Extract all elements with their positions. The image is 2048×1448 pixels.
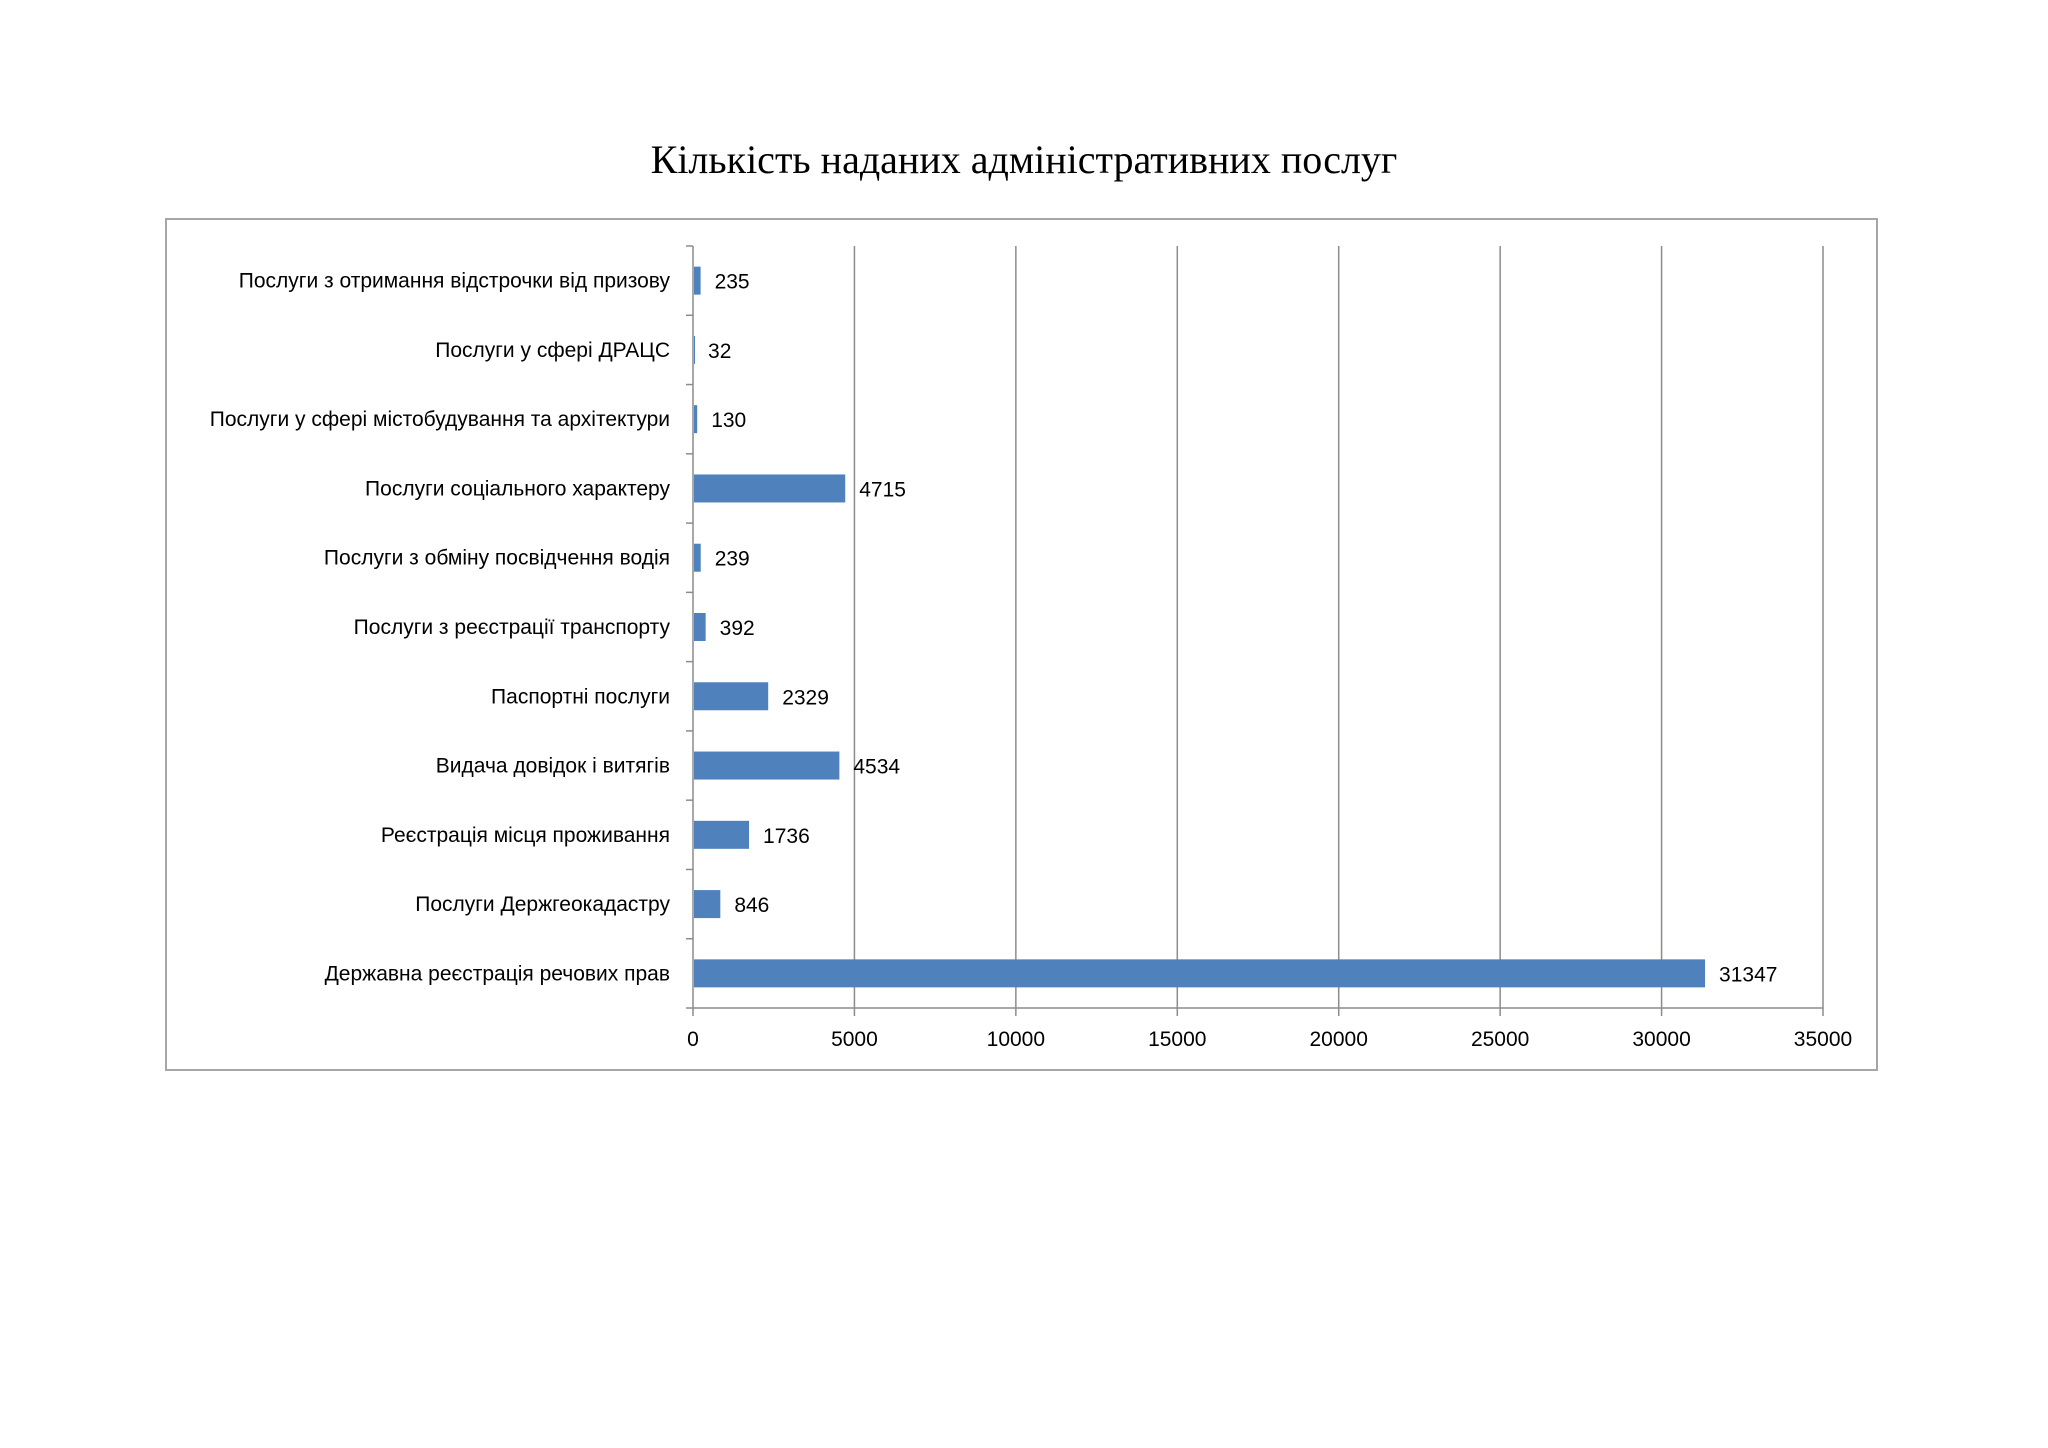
value-label: 392: [719, 617, 755, 640]
x-tick-label: 35000: [1793, 1028, 1853, 1051]
x-tick-label: 0: [687, 1028, 699, 1051]
bar: [694, 682, 768, 710]
labels: [210, 270, 1852, 1051]
bar: [694, 890, 720, 918]
category-label: Послуги з обміну посвідчення водія: [323, 546, 670, 570]
grid-lines: [854, 246, 1823, 1008]
bar: [694, 474, 845, 502]
x-tick-label: 5000: [831, 1028, 878, 1051]
value-label: 846: [734, 894, 770, 918]
value-label: 32: [708, 339, 732, 363]
category-label: Послуги з реєстрації транспорту: [353, 616, 670, 639]
chart-title: Кількість наданих адміністративних послуг: [650, 137, 1398, 182]
value-label: 235: [714, 270, 750, 294]
bar: [694, 613, 706, 641]
x-tick-label: 30000: [1632, 1028, 1691, 1051]
category-label: Реєстрація місця проживання: [380, 823, 670, 847]
bar: [694, 544, 701, 572]
bar: [694, 821, 749, 849]
bars: [694, 267, 1705, 988]
category-label: Послуги з отримання відстрочки від призову: [238, 269, 670, 293]
value-label: 130: [711, 409, 747, 433]
value-label: 2329: [782, 686, 829, 710]
value-label: 1736: [763, 824, 810, 848]
x-tick-label: 10000: [986, 1028, 1046, 1051]
category-label: Паспортні послуги: [491, 685, 670, 709]
value-label: 4715: [859, 478, 906, 502]
bar: [694, 959, 1705, 987]
x-tick-label: 20000: [1309, 1028, 1368, 1051]
category-label: Державна реєстрація речових прав: [324, 962, 670, 986]
axes: [686, 246, 1823, 1016]
category-label: Видача довідок і витягів: [435, 754, 670, 778]
category-label: Послуги у сфері ДРАЦС: [435, 338, 670, 362]
value-label: 31347: [1719, 963, 1778, 987]
value-label: 4534: [853, 755, 901, 779]
category-label: Послуги Держгеокадастру: [415, 893, 670, 917]
bar: [694, 267, 701, 295]
bar: [694, 752, 839, 780]
category-label: Послуги у сфері містобудування та архітектури: [209, 408, 670, 432]
x-tick-label: 25000: [1470, 1028, 1530, 1051]
bar: [694, 336, 695, 364]
bar: [694, 405, 697, 433]
value-label: 239: [714, 547, 750, 571]
category-label: Послуги соціального характеру: [365, 477, 670, 501]
x-tick-label: 15000: [1148, 1028, 1207, 1051]
